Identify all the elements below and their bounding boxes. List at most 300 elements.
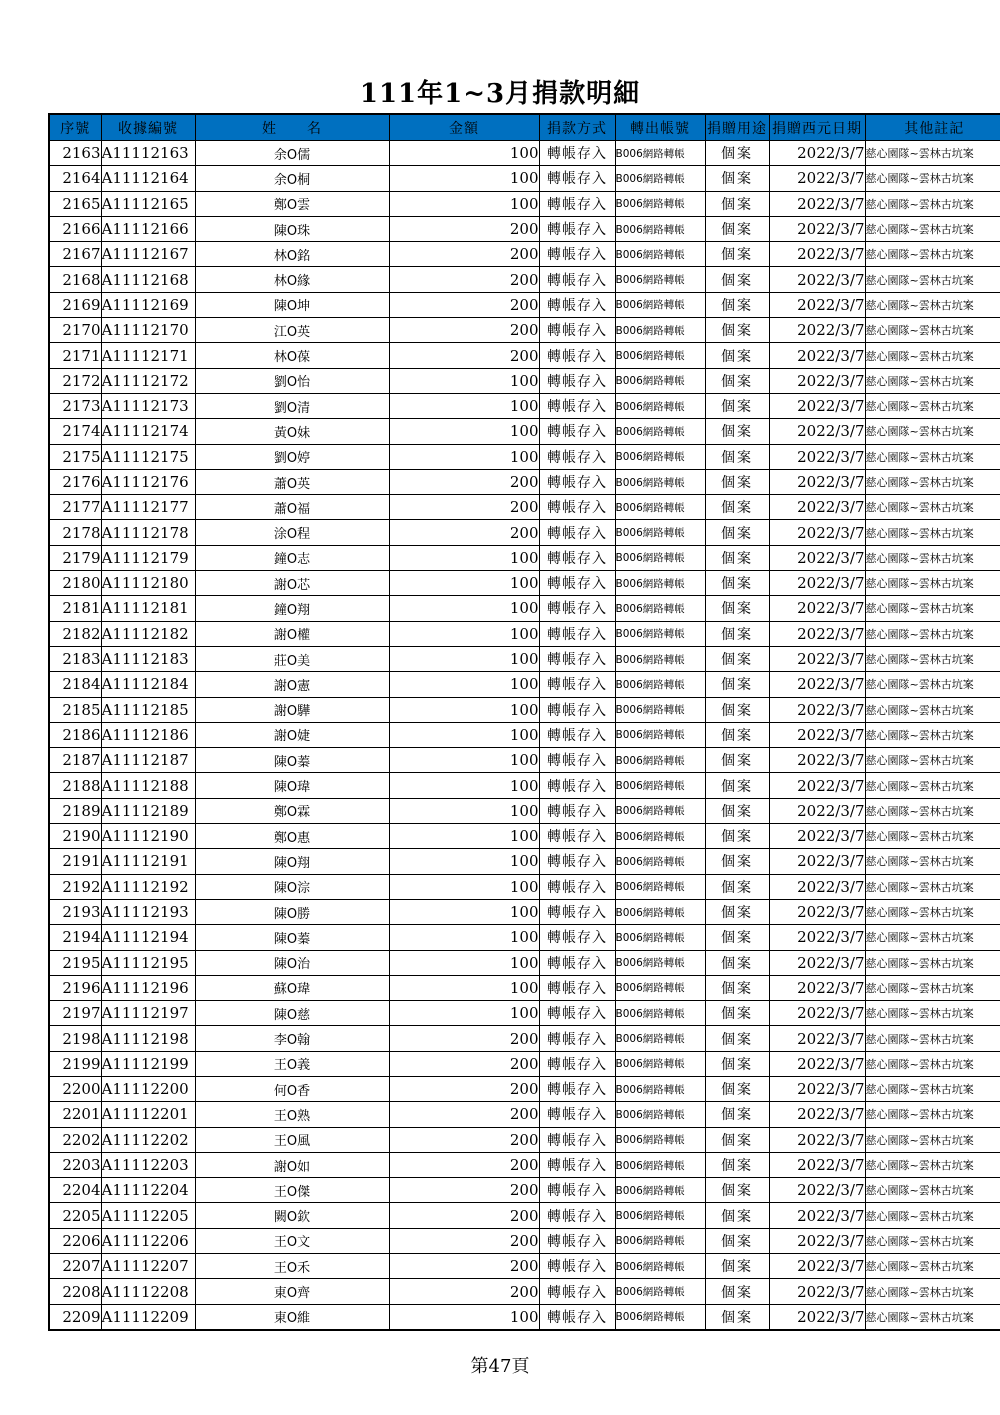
purpose-cell: 個案 — [705, 444, 769, 469]
table-row — [49, 469, 1000, 494]
receipt-cell: A11112177 — [101, 495, 195, 520]
amount-cell: 100 — [389, 722, 539, 747]
method-cell: 轉帳存入 — [539, 495, 615, 520]
purpose-cell: 個案 — [705, 1026, 769, 1051]
seq-cell: 2197 — [49, 1001, 101, 1026]
method-cell: 轉帳存入 — [539, 748, 615, 773]
method-cell: 轉帳存入 — [539, 950, 615, 975]
note-cell: 慈心園隊~雲林古坑案 — [865, 1279, 1000, 1304]
seq-cell: 2187 — [49, 748, 101, 773]
note-cell: 慈心園隊~雲林古坑案 — [865, 545, 1000, 570]
amount-cell: 100 — [389, 874, 539, 899]
amount-cell: 100 — [389, 393, 539, 418]
table-row — [49, 975, 1000, 1000]
table-row — [49, 722, 1000, 747]
table-row — [49, 1203, 1000, 1228]
account-cell: B006網路轉帳 — [615, 1254, 705, 1279]
note-cell: 慈心園隊~雲林古坑案 — [865, 1152, 1000, 1177]
account-cell: B006網路轉帳 — [615, 495, 705, 520]
method-cell: 轉帳存入 — [539, 899, 615, 924]
purpose-cell: 個案 — [705, 722, 769, 747]
date-cell: 2022/3/7 — [769, 1102, 865, 1127]
seq-cell: 2198 — [49, 1026, 101, 1051]
note-cell: 慈心園隊~雲林古坑案 — [865, 1026, 1000, 1051]
amount-cell: 200 — [389, 469, 539, 494]
method-cell: 轉帳存入 — [539, 419, 615, 444]
name-cell: 江O英 — [195, 318, 389, 343]
name-cell: 蕭O福 — [195, 495, 389, 520]
table-row — [49, 545, 1000, 570]
account-cell: B006網路轉帳 — [615, 722, 705, 747]
amount-cell: 200 — [389, 1026, 539, 1051]
table-row — [49, 925, 1000, 950]
name-cell: 東O維 — [195, 1304, 389, 1330]
header-method: 捐款方式 — [539, 114, 615, 141]
purpose-cell: 個案 — [705, 343, 769, 368]
page-number: 第47頁 — [470, 1356, 530, 1377]
table-row — [49, 343, 1000, 368]
date-cell: 2022/3/7 — [769, 520, 865, 545]
method-cell: 轉帳存入 — [539, 267, 615, 292]
purpose-cell: 個案 — [705, 1051, 769, 1076]
note-cell: 慈心園隊~雲林古坑案 — [865, 1102, 1000, 1127]
purpose-cell: 個案 — [705, 950, 769, 975]
purpose-cell: 個案 — [705, 646, 769, 671]
purpose-cell: 個案 — [705, 141, 769, 166]
receipt-cell: A11112173 — [101, 393, 195, 418]
table-row — [49, 621, 1000, 646]
note-cell: 慈心園隊~雲林古坑案 — [865, 1178, 1000, 1203]
amount-cell: 100 — [389, 975, 539, 1000]
name-cell: 謝O如 — [195, 1152, 389, 1177]
table-row — [49, 672, 1000, 697]
name-cell: 陳O治 — [195, 950, 389, 975]
note-cell: 慈心園隊~雲林古坑案 — [865, 1254, 1000, 1279]
name-cell: 余O桐 — [195, 166, 389, 191]
purpose-cell: 個案 — [705, 1203, 769, 1228]
method-cell: 轉帳存入 — [539, 1203, 615, 1228]
seq-cell: 2169 — [49, 292, 101, 317]
method-cell: 轉帳存入 — [539, 1001, 615, 1026]
note-cell: 慈心園隊~雲林古坑案 — [865, 368, 1000, 393]
name-cell: 陳O勝 — [195, 899, 389, 924]
purpose-cell: 個案 — [705, 1279, 769, 1304]
amount-cell: 100 — [389, 444, 539, 469]
table-row — [49, 824, 1000, 849]
date-cell: 2022/3/7 — [769, 697, 865, 722]
method-cell: 轉帳存入 — [539, 343, 615, 368]
note-cell: 慈心園隊~雲林古坑案 — [865, 216, 1000, 241]
account-cell: B006網路轉帳 — [615, 798, 705, 823]
seq-cell: 2192 — [49, 874, 101, 899]
note-cell: 慈心園隊~雲林古坑案 — [865, 646, 1000, 671]
method-cell: 轉帳存入 — [539, 975, 615, 1000]
receipt-cell: A11112178 — [101, 520, 195, 545]
amount-cell: 200 — [389, 1152, 539, 1177]
seq-cell: 2208 — [49, 1279, 101, 1304]
method-cell: 轉帳存入 — [539, 1026, 615, 1051]
account-cell: B006網路轉帳 — [615, 267, 705, 292]
name-cell: 劉O婷 — [195, 444, 389, 469]
amount-cell: 100 — [389, 191, 539, 216]
account-cell: B006網路轉帳 — [615, 697, 705, 722]
seq-cell: 2180 — [49, 571, 101, 596]
table-row — [49, 1254, 1000, 1279]
table-row — [49, 748, 1000, 773]
name-cell: 陳O慈 — [195, 1001, 389, 1026]
receipt-cell: A11112200 — [101, 1076, 195, 1101]
receipt-cell: A11112182 — [101, 621, 195, 646]
account-cell: B006網路轉帳 — [615, 748, 705, 773]
amount-cell: 100 — [389, 646, 539, 671]
date-cell: 2022/3/7 — [769, 393, 865, 418]
date-cell: 2022/3/7 — [769, 1127, 865, 1152]
seq-cell: 2171 — [49, 343, 101, 368]
account-cell: B006網路轉帳 — [615, 216, 705, 241]
date-cell: 2022/3/7 — [769, 773, 865, 798]
seq-cell: 2190 — [49, 824, 101, 849]
date-cell: 2022/3/7 — [769, 571, 865, 596]
date-cell: 2022/3/7 — [769, 343, 865, 368]
amount-cell: 100 — [389, 596, 539, 621]
seq-cell: 2207 — [49, 1254, 101, 1279]
receipt-cell: A11112163 — [101, 141, 195, 166]
note-cell: 慈心園隊~雲林古坑案 — [865, 571, 1000, 596]
name-cell: 黃O妹 — [195, 419, 389, 444]
method-cell: 轉帳存入 — [539, 469, 615, 494]
table-row — [49, 596, 1000, 621]
date-cell: 2022/3/7 — [769, 672, 865, 697]
seq-cell: 2163 — [49, 141, 101, 166]
note-cell: 慈心園隊~雲林古坑案 — [865, 748, 1000, 773]
date-cell: 2022/3/7 — [769, 545, 865, 570]
receipt-cell: A11112203 — [101, 1152, 195, 1177]
page-title: 111年1~3月捐款明細 — [359, 79, 641, 109]
note-cell: 慈心園隊~雲林古坑案 — [865, 925, 1000, 950]
account-cell: B006網路轉帳 — [615, 925, 705, 950]
date-cell: 2022/3/7 — [769, 925, 865, 950]
seq-cell: 2185 — [49, 697, 101, 722]
method-cell: 轉帳存入 — [539, 1178, 615, 1203]
date-cell: 2022/3/7 — [769, 1203, 865, 1228]
account-cell: B006網路轉帳 — [615, 1127, 705, 1152]
receipt-cell: A11112165 — [101, 191, 195, 216]
date-cell: 2022/3/7 — [769, 748, 865, 773]
note-cell: 慈心園隊~雲林古坑案 — [865, 191, 1000, 216]
amount-cell: 100 — [389, 1304, 539, 1330]
account-cell: B006網路轉帳 — [615, 1026, 705, 1051]
receipt-cell: A11112167 — [101, 242, 195, 267]
purpose-cell: 個案 — [705, 216, 769, 241]
account-cell: B006網路轉帳 — [615, 1152, 705, 1177]
table-row — [49, 1051, 1000, 1076]
receipt-cell: A11112196 — [101, 975, 195, 1000]
table-row — [49, 368, 1000, 393]
table-row — [49, 292, 1000, 317]
amount-cell: 100 — [389, 141, 539, 166]
amount-cell: 100 — [389, 748, 539, 773]
note-cell: 慈心園隊~雲林古坑案 — [865, 621, 1000, 646]
table-row — [49, 1076, 1000, 1101]
table-row — [49, 1026, 1000, 1051]
date-cell: 2022/3/7 — [769, 419, 865, 444]
amount-cell: 100 — [389, 545, 539, 570]
table-row — [49, 520, 1000, 545]
amount-cell: 100 — [389, 697, 539, 722]
method-cell: 轉帳存入 — [539, 1279, 615, 1304]
purpose-cell: 個案 — [705, 824, 769, 849]
header-amount: 金額 — [389, 114, 539, 141]
method-cell: 轉帳存入 — [539, 596, 615, 621]
receipt-cell: A11112195 — [101, 950, 195, 975]
name-cell: 王O義 — [195, 1051, 389, 1076]
account-cell: B006網路轉帳 — [615, 368, 705, 393]
receipt-cell: A11112201 — [101, 1102, 195, 1127]
purpose-cell: 個案 — [705, 1001, 769, 1026]
seq-cell: 2164 — [49, 166, 101, 191]
account-cell: B006網路轉帳 — [615, 444, 705, 469]
purpose-cell: 個案 — [705, 773, 769, 798]
receipt-cell: A11112175 — [101, 444, 195, 469]
account-cell: B006網路轉帳 — [615, 292, 705, 317]
date-cell: 2022/3/7 — [769, 1001, 865, 1026]
table-row — [49, 1279, 1000, 1304]
account-cell: B006網路轉帳 — [615, 318, 705, 343]
name-cell: 謝O芯 — [195, 571, 389, 596]
amount-cell: 100 — [389, 849, 539, 874]
table-row — [49, 646, 1000, 671]
method-cell: 轉帳存入 — [539, 318, 615, 343]
name-cell: 闕O欽 — [195, 1203, 389, 1228]
name-cell: 謝O憲 — [195, 672, 389, 697]
name-cell: 謝O權 — [195, 621, 389, 646]
account-cell: B006網路轉帳 — [615, 1102, 705, 1127]
note-cell: 慈心園隊~雲林古坑案 — [865, 1203, 1000, 1228]
account-cell: B006網路轉帳 — [615, 849, 705, 874]
seq-cell: 2177 — [49, 495, 101, 520]
date-cell: 2022/3/7 — [769, 318, 865, 343]
receipt-cell: A11112190 — [101, 824, 195, 849]
amount-cell: 100 — [389, 166, 539, 191]
name-cell: 莊O美 — [195, 646, 389, 671]
purpose-cell: 個案 — [705, 798, 769, 823]
account-cell: B006網路轉帳 — [615, 343, 705, 368]
seq-cell: 2196 — [49, 975, 101, 1000]
seq-cell: 2203 — [49, 1152, 101, 1177]
account-cell: B006網路轉帳 — [615, 773, 705, 798]
seq-cell: 2170 — [49, 318, 101, 343]
receipt-cell: A11112170 — [101, 318, 195, 343]
account-cell: B006網路轉帳 — [615, 1203, 705, 1228]
table-row — [49, 166, 1000, 191]
seq-cell: 2201 — [49, 1102, 101, 1127]
purpose-cell: 個案 — [705, 899, 769, 924]
seq-cell: 2174 — [49, 419, 101, 444]
purpose-cell: 個案 — [705, 495, 769, 520]
date-cell: 2022/3/7 — [769, 292, 865, 317]
method-cell: 轉帳存入 — [539, 1254, 615, 1279]
table-row — [49, 697, 1000, 722]
amount-cell: 200 — [389, 520, 539, 545]
name-cell: 余O儒 — [195, 141, 389, 166]
table-row — [49, 216, 1000, 241]
date-cell: 2022/3/7 — [769, 874, 865, 899]
amount-cell: 200 — [389, 1254, 539, 1279]
method-cell: 轉帳存入 — [539, 292, 615, 317]
receipt-cell: A11112198 — [101, 1026, 195, 1051]
seq-cell: 2209 — [49, 1304, 101, 1330]
name-cell: 王O傑 — [195, 1178, 389, 1203]
receipt-cell: A11112206 — [101, 1228, 195, 1253]
note-cell: 慈心園隊~雲林古坑案 — [865, 1051, 1000, 1076]
method-cell: 轉帳存入 — [539, 393, 615, 418]
table-row — [49, 798, 1000, 823]
method-cell: 轉帳存入 — [539, 242, 615, 267]
note-cell: 慈心園隊~雲林古坑案 — [865, 520, 1000, 545]
table-row — [49, 419, 1000, 444]
method-cell: 轉帳存入 — [539, 697, 615, 722]
purpose-cell: 個案 — [705, 748, 769, 773]
account-cell: B006網路轉帳 — [615, 520, 705, 545]
purpose-cell: 個案 — [705, 242, 769, 267]
account-cell: B006網路轉帳 — [615, 950, 705, 975]
seq-cell: 2204 — [49, 1178, 101, 1203]
receipt-cell: A11112194 — [101, 925, 195, 950]
method-cell: 轉帳存入 — [539, 798, 615, 823]
date-cell: 2022/3/7 — [769, 798, 865, 823]
amount-cell: 100 — [389, 1001, 539, 1026]
table-row — [49, 141, 1000, 166]
method-cell: 轉帳存入 — [539, 722, 615, 747]
table-row — [49, 191, 1000, 216]
date-cell: 2022/3/7 — [769, 1051, 865, 1076]
header-note: 其他註記 — [865, 114, 1000, 141]
amount-cell: 200 — [389, 495, 539, 520]
purpose-cell: 個案 — [705, 166, 769, 191]
purpose-cell: 個案 — [705, 267, 769, 292]
method-cell: 轉帳存入 — [539, 824, 615, 849]
name-cell: 王O文 — [195, 1228, 389, 1253]
table-row — [49, 899, 1000, 924]
date-cell: 2022/3/7 — [769, 849, 865, 874]
receipt-cell: A11112179 — [101, 545, 195, 570]
name-cell: 王O熟 — [195, 1102, 389, 1127]
note-cell: 慈心園隊~雲林古坑案 — [865, 1127, 1000, 1152]
name-cell: 陳O蓁 — [195, 748, 389, 773]
method-cell: 轉帳存入 — [539, 1152, 615, 1177]
note-cell: 慈心園隊~雲林古坑案 — [865, 267, 1000, 292]
seq-cell: 2193 — [49, 899, 101, 924]
method-cell: 轉帳存入 — [539, 672, 615, 697]
account-cell: B006網路轉帳 — [615, 419, 705, 444]
seq-cell: 2195 — [49, 950, 101, 975]
seq-cell: 2188 — [49, 773, 101, 798]
method-cell: 轉帳存入 — [539, 368, 615, 393]
date-cell: 2022/3/7 — [769, 722, 865, 747]
note-cell: 慈心園隊~雲林古坑案 — [865, 343, 1000, 368]
note-cell: 慈心園隊~雲林古坑案 — [865, 899, 1000, 924]
name-cell: 李O翰 — [195, 1026, 389, 1051]
account-cell: B006網路轉帳 — [615, 571, 705, 596]
note-cell: 慈心園隊~雲林古坑案 — [865, 242, 1000, 267]
name-cell: 陳O坤 — [195, 292, 389, 317]
seq-cell: 2168 — [49, 267, 101, 292]
amount-cell: 100 — [389, 621, 539, 646]
amount-cell: 100 — [389, 368, 539, 393]
date-cell: 2022/3/7 — [769, 950, 865, 975]
account-cell: B006網路轉帳 — [615, 975, 705, 1000]
seq-cell: 2165 — [49, 191, 101, 216]
name-cell: 鄭O雲 — [195, 191, 389, 216]
receipt-cell: A11112199 — [101, 1051, 195, 1076]
header-purpose: 捐贈用途 — [705, 114, 769, 141]
method-cell: 轉帳存入 — [539, 925, 615, 950]
table-row — [49, 1228, 1000, 1253]
note-cell: 慈心園隊~雲林古坑案 — [865, 824, 1000, 849]
name-cell: 劉O清 — [195, 393, 389, 418]
method-cell: 轉帳存入 — [539, 874, 615, 899]
amount-cell: 100 — [389, 773, 539, 798]
seq-cell: 2206 — [49, 1228, 101, 1253]
receipt-cell: A11112171 — [101, 343, 195, 368]
receipt-cell: A11112169 — [101, 292, 195, 317]
receipt-cell: A11112181 — [101, 596, 195, 621]
seq-cell: 2181 — [49, 596, 101, 621]
method-cell: 轉帳存入 — [539, 1228, 615, 1253]
method-cell: 轉帳存入 — [539, 621, 615, 646]
seq-cell: 2189 — [49, 798, 101, 823]
name-cell: 王O風 — [195, 1127, 389, 1152]
seq-cell: 2178 — [49, 520, 101, 545]
table-row — [49, 1304, 1000, 1330]
amount-cell: 200 — [389, 1127, 539, 1152]
account-cell: B006網路轉帳 — [615, 141, 705, 166]
header-account: 轉出帳號 — [615, 114, 705, 141]
purpose-cell: 個案 — [705, 292, 769, 317]
header-name: 姓 名 — [195, 114, 389, 141]
account-cell: B006網路轉帳 — [615, 469, 705, 494]
note-cell: 慈心園隊~雲林古坑案 — [865, 798, 1000, 823]
purpose-cell: 個案 — [705, 393, 769, 418]
amount-cell: 200 — [389, 242, 539, 267]
receipt-cell: A11112184 — [101, 672, 195, 697]
seq-cell: 2202 — [49, 1127, 101, 1152]
date-cell: 2022/3/7 — [769, 1304, 865, 1330]
account-cell: B006網路轉帳 — [615, 1001, 705, 1026]
name-cell: 劉O怡 — [195, 368, 389, 393]
table-row — [49, 1127, 1000, 1152]
name-cell: 鄭O霖 — [195, 798, 389, 823]
note-cell: 慈心園隊~雲林古坑案 — [865, 722, 1000, 747]
note-cell: 慈心園隊~雲林古坑案 — [865, 166, 1000, 191]
method-cell: 轉帳存入 — [539, 571, 615, 596]
date-cell: 2022/3/7 — [769, 621, 865, 646]
receipt-cell: A11112192 — [101, 874, 195, 899]
receipt-cell: A11112208 — [101, 1279, 195, 1304]
account-cell: B006網路轉帳 — [615, 1228, 705, 1253]
purpose-cell: 個案 — [705, 1178, 769, 1203]
purpose-cell: 個案 — [705, 318, 769, 343]
account-cell: B006網路轉帳 — [615, 646, 705, 671]
receipt-cell: A11112202 — [101, 1127, 195, 1152]
seq-cell: 2172 — [49, 368, 101, 393]
table-row — [49, 1178, 1000, 1203]
name-cell: 謝O婕 — [195, 722, 389, 747]
method-cell: 轉帳存入 — [539, 545, 615, 570]
seq-cell: 2182 — [49, 621, 101, 646]
name-cell: 林O葆 — [195, 343, 389, 368]
account-cell: B006網路轉帳 — [615, 1279, 705, 1304]
